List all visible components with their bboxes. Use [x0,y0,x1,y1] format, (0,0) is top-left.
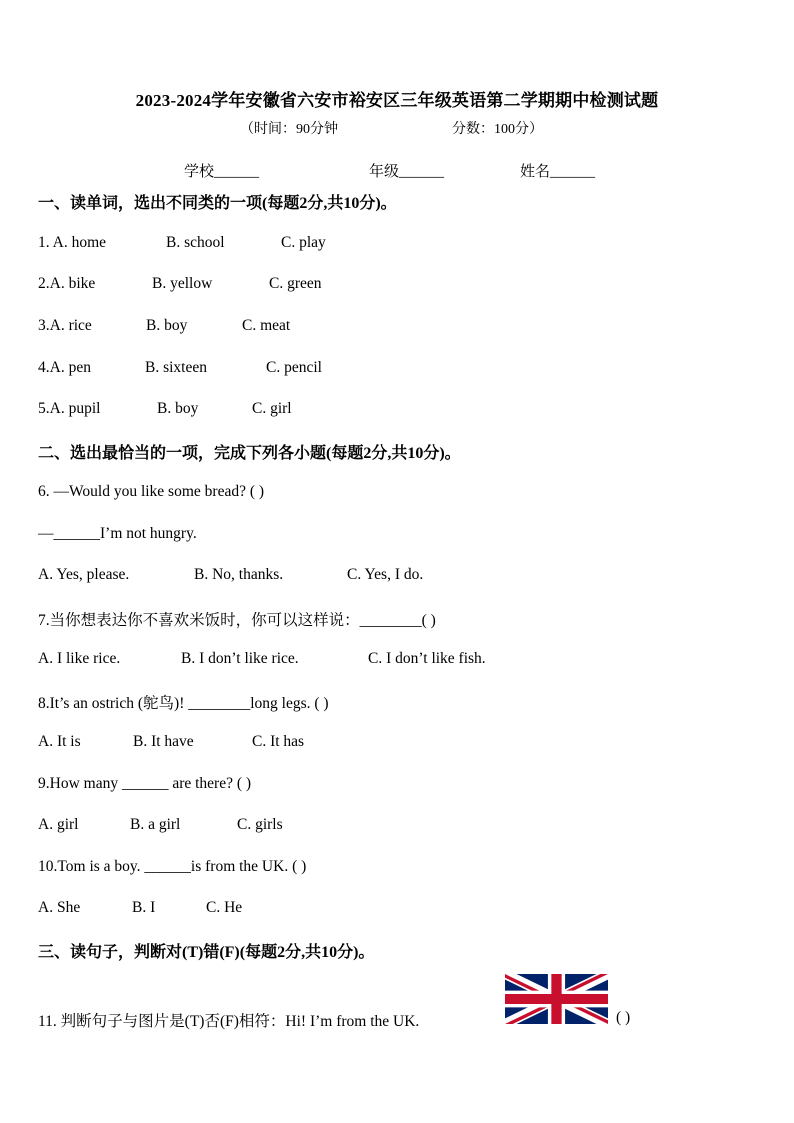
q8-option-b[interactable]: B. It have [133,733,194,750]
q6-reply: —______I’m not hungry. [38,525,197,542]
q5-option-c[interactable]: C. girl [252,400,292,417]
q4-option-b[interactable]: B. sixteen [145,359,207,376]
q3-option-a[interactable]: 3.A. rice [38,317,92,334]
q8-stem: 8.It’s an ostrich (鸵鸟)! ________long legs. ( ) [38,695,329,712]
q8-option-c[interactable]: C. It has [252,733,305,750]
q5-option-a[interactable]: 5.A. pupil [38,400,101,417]
uk-flag-icon [505,974,608,1024]
q8-option-a[interactable]: A. It is [38,733,81,750]
q6-option-c[interactable]: C. Yes, I do. [347,566,424,583]
q10-option-b[interactable]: B. I [132,899,156,916]
q7-option-c[interactable]: C. I don’t like fish. [368,650,486,667]
school-field[interactable]: 学校______ [184,164,260,180]
exam-score: 分数：100分） [452,122,543,137]
page-title: 2023-2024学年安徽省六安市裕安区三年级英语第二学期期中检测试题 [135,91,659,110]
q10-stem: 10.Tom is a boy. ______is from the UK. ( ) [38,858,307,875]
q9-option-c[interactable]: C. girls [237,816,283,833]
q6-option-a[interactable]: A. Yes, please. [38,566,130,583]
q7-option-a[interactable]: A. I like rice. [38,650,121,667]
q9-option-a[interactable]: A. girl [38,816,79,833]
q3-option-b[interactable]: B. boy [146,317,188,334]
section-3-heading: 三、读句子，判断对(T)错(F)(每题2分,共10分)。 [38,944,375,961]
q7-option-b[interactable]: B. I don’t like rice. [181,650,299,667]
q2-option-b[interactable]: B. yellow [152,275,213,292]
q9-stem: 9.How many ______ are there? ( ) [38,775,252,792]
q3-option-c[interactable]: C. meat [242,317,291,334]
q10-option-c[interactable]: C. He [206,899,243,916]
grade-field[interactable]: 年级______ [369,164,445,180]
section-2-heading: 二、选出最恰当的一项，完成下列各小题(每题2分,共10分)。 [38,445,461,462]
q2-option-a[interactable]: 2.A. bike [38,275,96,292]
name-field[interactable]: 姓名______ [520,164,596,180]
q1-option-b[interactable]: B. school [166,234,225,251]
exam-time: （时间：90分钟 [240,122,338,137]
q6-option-b[interactable]: B. No, thanks. [194,566,284,583]
q5-option-b[interactable]: B. boy [157,400,199,417]
q10-option-a[interactable]: A. She [38,899,81,916]
q9-option-b[interactable]: B. a girl [130,816,181,833]
q4-option-c[interactable]: C. pencil [266,359,322,376]
q11-stem: 11. 判断句子与图片是(T)否(F)相符：Hi! I’m from the UK. [38,1013,420,1030]
q7-stem: 7.当你想表达你不喜欢米饭时，你可以这样说：________( ) [38,612,436,629]
q1-option-a[interactable]: 1. A. home [38,234,107,251]
q4-option-a[interactable]: 4.A. pen [38,359,91,376]
q2-option-c[interactable]: C. green [269,275,322,292]
section-1-heading: 一、读单词，选出不同类的一项(每题2分,共10分)。 [38,195,397,212]
q6-stem: 6. —Would you like some bread? ( ) [38,483,265,500]
q1-option-c[interactable]: C. play [281,234,326,251]
q11-answer-blank[interactable]: ( ) [616,1009,631,1026]
